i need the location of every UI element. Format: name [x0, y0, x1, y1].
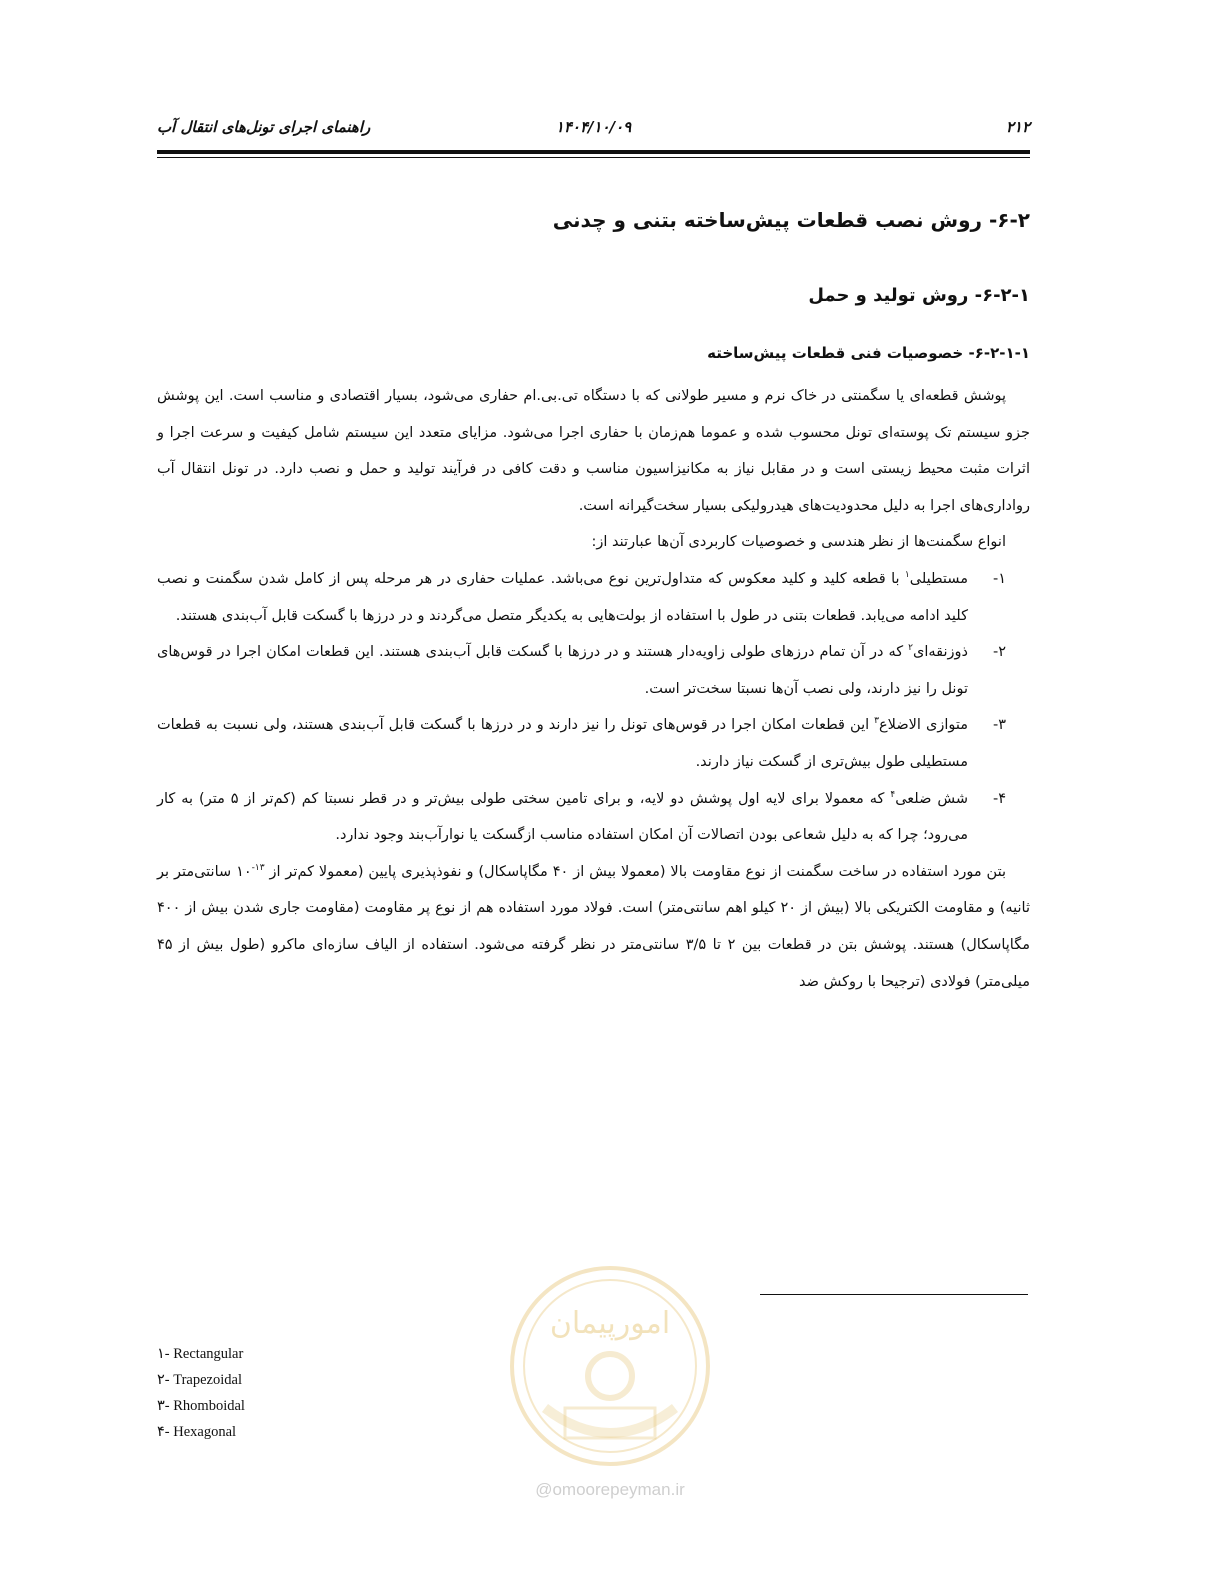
footnote-ref: ۴	[890, 789, 896, 800]
list-item	[157, 634, 1030, 707]
paragraph-concrete	[157, 854, 1030, 1000]
list-item-text: که معمولا برای لایه اول پوشش دو لایه، و برای تامین سختی طولی بیش‌تر و در قطر نسبتا کم (کم‌تر از ۵ متر) به کار می‌رود؛ چرا که به دلیل شعاعی بودن اتصالات آن امکان استفاده مناسب ازگسکت یا نوارآب‌بند وجود ندارد.	[157, 790, 968, 844]
footnote-ref: ۲	[908, 643, 914, 654]
list-item-number: ۲-	[992, 644, 1006, 661]
watermark-seal-text: امورپیمان	[549, 1306, 671, 1341]
list-item-term: شش ضلعی	[895, 790, 968, 807]
footnote	[157, 1367, 457, 1393]
footnote	[157, 1393, 457, 1419]
list-item-term: مستطیلی	[909, 570, 968, 587]
footnote-number: ۱-	[157, 1346, 170, 1362]
list-item	[157, 707, 1030, 780]
paragraph-concrete-part1: بتن مورد استفاده در ساخت سگمنت از نوع مقاومت بالا (معمولا بیش از ۴۰ مگاپاسکال) و نفوذپذیری پایین (معمولا کم‌تر از	[264, 863, 1006, 880]
footnote-text: Rectangular	[173, 1346, 244, 1362]
list-item	[157, 781, 1030, 854]
subsection-heading: ۶-۲-۱- روش تولید و حمل	[808, 285, 1030, 306]
page-header	[157, 118, 1030, 146]
footnote-text: Rhomboidal	[173, 1398, 245, 1414]
list-item-text: با قطعه کلید و کلید معکوس که متداول‌ترین نوع می‌باشد. عملیات حفاری در هر مرحله پس از کامل شدن سگمنت و نصب کلید ادامه می‌یابد. قطعات بتنی در طول با استفاده از بولت‌هایی به یکدیگر متصل می‌گردند و در درزها با گسکت قابل آب‌بندی هستند.	[157, 570, 968, 624]
footnote-text: Hexagonal	[173, 1424, 237, 1440]
list-item-text: این قطعات امکان اجرا در قوس‌های تونل را نیز دارند و در درزها با گسکت قابل آب‌بندی هستند، ولی نسبت به قطعات مستطیلی طول بیش‌تری از گسکت نیاز دارند.	[157, 717, 968, 770]
list-item-term: ذوزنقه‌ای	[913, 644, 968, 661]
list-item-number: ۳-	[992, 717, 1006, 734]
footnote	[157, 1341, 457, 1367]
footnote	[157, 1419, 457, 1445]
footnote-number: ۳-	[157, 1398, 170, 1414]
list-item-number: ۱-	[992, 570, 1006, 587]
footnote-ref: ۱	[904, 570, 910, 581]
segment-types-list	[157, 561, 1030, 854]
list-item	[157, 561, 1030, 634]
list-item-text: که در آن تمام درزهای طولی زاویه‌دار هستند و در درزها با گسکت قابل آب‌بندی هستند. این قطعات امکان اجرا در قوس‌های تونل را نیز دارند، ولی نصب آن‌ها نسبتا سخت‌تر است.	[157, 644, 968, 697]
watermark-website: @omoorepeyman.ir	[535, 1480, 685, 1499]
page-number: ۲۱۲	[1005, 118, 1030, 136]
footnotes	[157, 1341, 457, 1445]
paragraph-list-intro: انواع سگمنت‌ها از نظر هندسی و خصوصیات کاربردی آن‌ها عبارتند از:	[591, 534, 1006, 551]
paragraph-concrete-part2: ۱۰ سانتی‌متر بر ثانیه) و مقاومت الکتریکی بالا (بیش از ۲۰ کیلو اهم سانتی‌متر) است. فولاد مورد استفاده هم از نوع پر مقاومت (مقاومت جاری شدن بیش از ۴۰۰ مگاپاسکال) هستند. پوشش بتن در قطعات بین ۲ تا ۳/۵ سانتی‌متر در نظر گرفته می‌شود. استفاده از الیاف سازه‌ای ماکرو (طول بیش از ۴۵ میلی‌متر) فولادی (ترجیحا با روکش ضد	[157, 863, 1031, 990]
footnote-number: ۴-	[157, 1424, 170, 1440]
footnote-text: Trapezoidal	[173, 1372, 242, 1388]
footnote-number: ۲-	[157, 1372, 170, 1388]
running-title: راهنمای اجرای تونل‌های انتقال آب	[157, 118, 371, 136]
footnote-ref: ۳	[874, 716, 880, 727]
paragraph-intro: پوشش قطعه‌ای یا سگمنتی در خاک نرم و مسیر طولانی که با دستگاه تی.بی.ام حفاری می‌شود، بسیار اقتصادی و مناسب است. این پوشش جزو سیستم تک پوسته‌ای تونل محسوب شده و عموما هم‌زمان با حفاری اجرا می‌شود. مزایای متعدد این سیستم شامل کیفیت و سرعت اجرا و اثرات مثبت محیط زیستی است و در مقابل نیاز به مکانیزاسیون مناسب و دقت کافی در فرآیند تولید و حمل و نصب دارد. در تونل انتقال آب رواداری‌های اجرا به دلیل محدودیت‌های هیدرولیکی بسیار سخت‌گیرانه است.	[157, 388, 1030, 514]
section-heading: ۶-۲- روش نصب قطعات پیش‌ساخته بتنی و چدنی	[552, 208, 1030, 232]
header-rule-thin	[157, 157, 1030, 158]
header-rule	[157, 150, 1030, 154]
exponent: ۱۳-	[251, 862, 265, 873]
subsubsection-heading: ۶-۲-۱-۱- خصوصیات فنی قطعات پیش‌ساخته	[707, 344, 1030, 362]
page-body	[157, 198, 1030, 1000]
footnote-separator	[760, 1294, 1028, 1295]
list-item-number: ۴-	[992, 790, 1006, 807]
header-date: ۱۴۰۴/۱۰/۰۹	[555, 118, 632, 136]
watermark-seal	[505, 1258, 715, 1478]
list-item-term: متوازی الاضلاع	[879, 717, 968, 734]
